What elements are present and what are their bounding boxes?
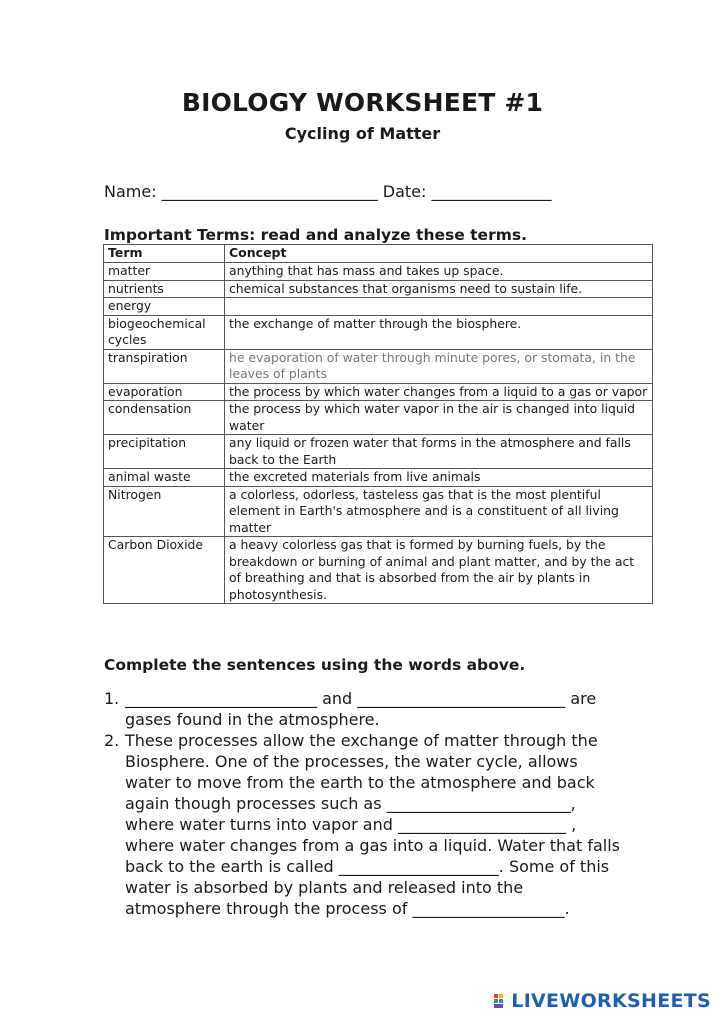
table-row — [104, 263, 653, 281]
table-row — [104, 349, 653, 383]
liveworksheets-logo-icon — [494, 992, 508, 1010]
table-row — [104, 315, 653, 349]
concept-cell: a heavy colorless gas that is formed by burning fuels, by the breakdown or burning of animal and plant matter, and by the act of breathing and that is absorbed from the air by plants in photosynthesis. — [225, 537, 653, 604]
terms-table — [103, 244, 653, 604]
term-cell: precipitation — [104, 435, 225, 469]
worksheet-subtitle: Cycling of Matter — [284, 124, 441, 143]
sentences-heading: Complete the sentences using the words above. — [104, 656, 526, 674]
liveworksheets-logo — [494, 990, 711, 1012]
concept-cell — [225, 298, 653, 316]
term-cell: matter — [104, 263, 225, 281]
table-header-row — [104, 245, 653, 263]
column-header-term: Term — [104, 245, 225, 263]
name-date-line: Name: ___________________________ Date: _______________ — [104, 182, 552, 201]
term-cell: nutrients — [104, 280, 225, 298]
concept-cell: the excreted materials from live animals — [225, 469, 653, 487]
table-row — [104, 401, 653, 435]
concept-cell: he evaporation of water through minute pores, or stomata, in the leaves of plants — [225, 349, 653, 383]
term-cell: condensation — [104, 401, 225, 435]
concept-cell: chemical substances that organisms need to sustain life. — [225, 280, 653, 298]
logo-text: LIVEWORKSHEETS — [511, 990, 711, 1012]
term-cell: transpiration — [104, 349, 225, 383]
table-row — [104, 298, 653, 316]
concept-cell: the exchange of matter through the biosphere. — [225, 315, 653, 349]
table-row — [104, 486, 653, 537]
term-cell: Carbon Dioxide — [104, 537, 225, 604]
concept-cell: the process by which water changes from a liquid to a gas or vapor — [225, 383, 653, 401]
table-row — [104, 537, 653, 604]
table-row — [104, 435, 653, 469]
table-row — [104, 383, 653, 401]
column-header-concept: Concept — [225, 245, 653, 263]
table-row — [104, 280, 653, 298]
question-item — [104, 688, 624, 730]
term-cell: biogeochemical cycles — [104, 315, 225, 349]
question-text: These processes allow the exchange of matter through the Biosphere. One of the processes, the water cycle, allows water to move from the earth to the atmosphere and back again though processes such as _______________________, where water turns into vapor and _____________________ , where water changes from a gas into a liquid. Water that falls back to the earth is called ____________________. Some of this water is absorbed by plants and released into the atmosphere through the process of ___________________. — [125, 731, 621, 918]
term-cell: animal waste — [104, 469, 225, 487]
question-number: 1. — [104, 689, 120, 708]
terms-heading: Important Terms: read and analyze these terms. — [104, 226, 527, 244]
worksheet-title: BIOLOGY WORKSHEET #1 — [181, 88, 544, 117]
concept-cell: a colorless, odorless, tasteless gas that is the most plentiful element in Earth's atmosphere and is a constituent of all living matter — [225, 486, 653, 537]
term-cell: energy — [104, 298, 225, 316]
concept-cell: anything that has mass and takes up space. — [225, 263, 653, 281]
question-number: 2. — [104, 731, 120, 750]
question-item — [104, 730, 624, 919]
table-row — [104, 469, 653, 487]
concept-cell: any liquid or frozen water that forms in the atmosphere and falls back to the Earth — [225, 435, 653, 469]
term-cell: evaporation — [104, 383, 225, 401]
question-text: ________________________ and __________________________ are gases found in the atmosphere. — [125, 689, 597, 729]
term-cell: Nitrogen — [104, 486, 225, 537]
questions-list — [104, 688, 624, 919]
concept-cell: the process by which water vapor in the air is changed into liquid water — [225, 401, 653, 435]
